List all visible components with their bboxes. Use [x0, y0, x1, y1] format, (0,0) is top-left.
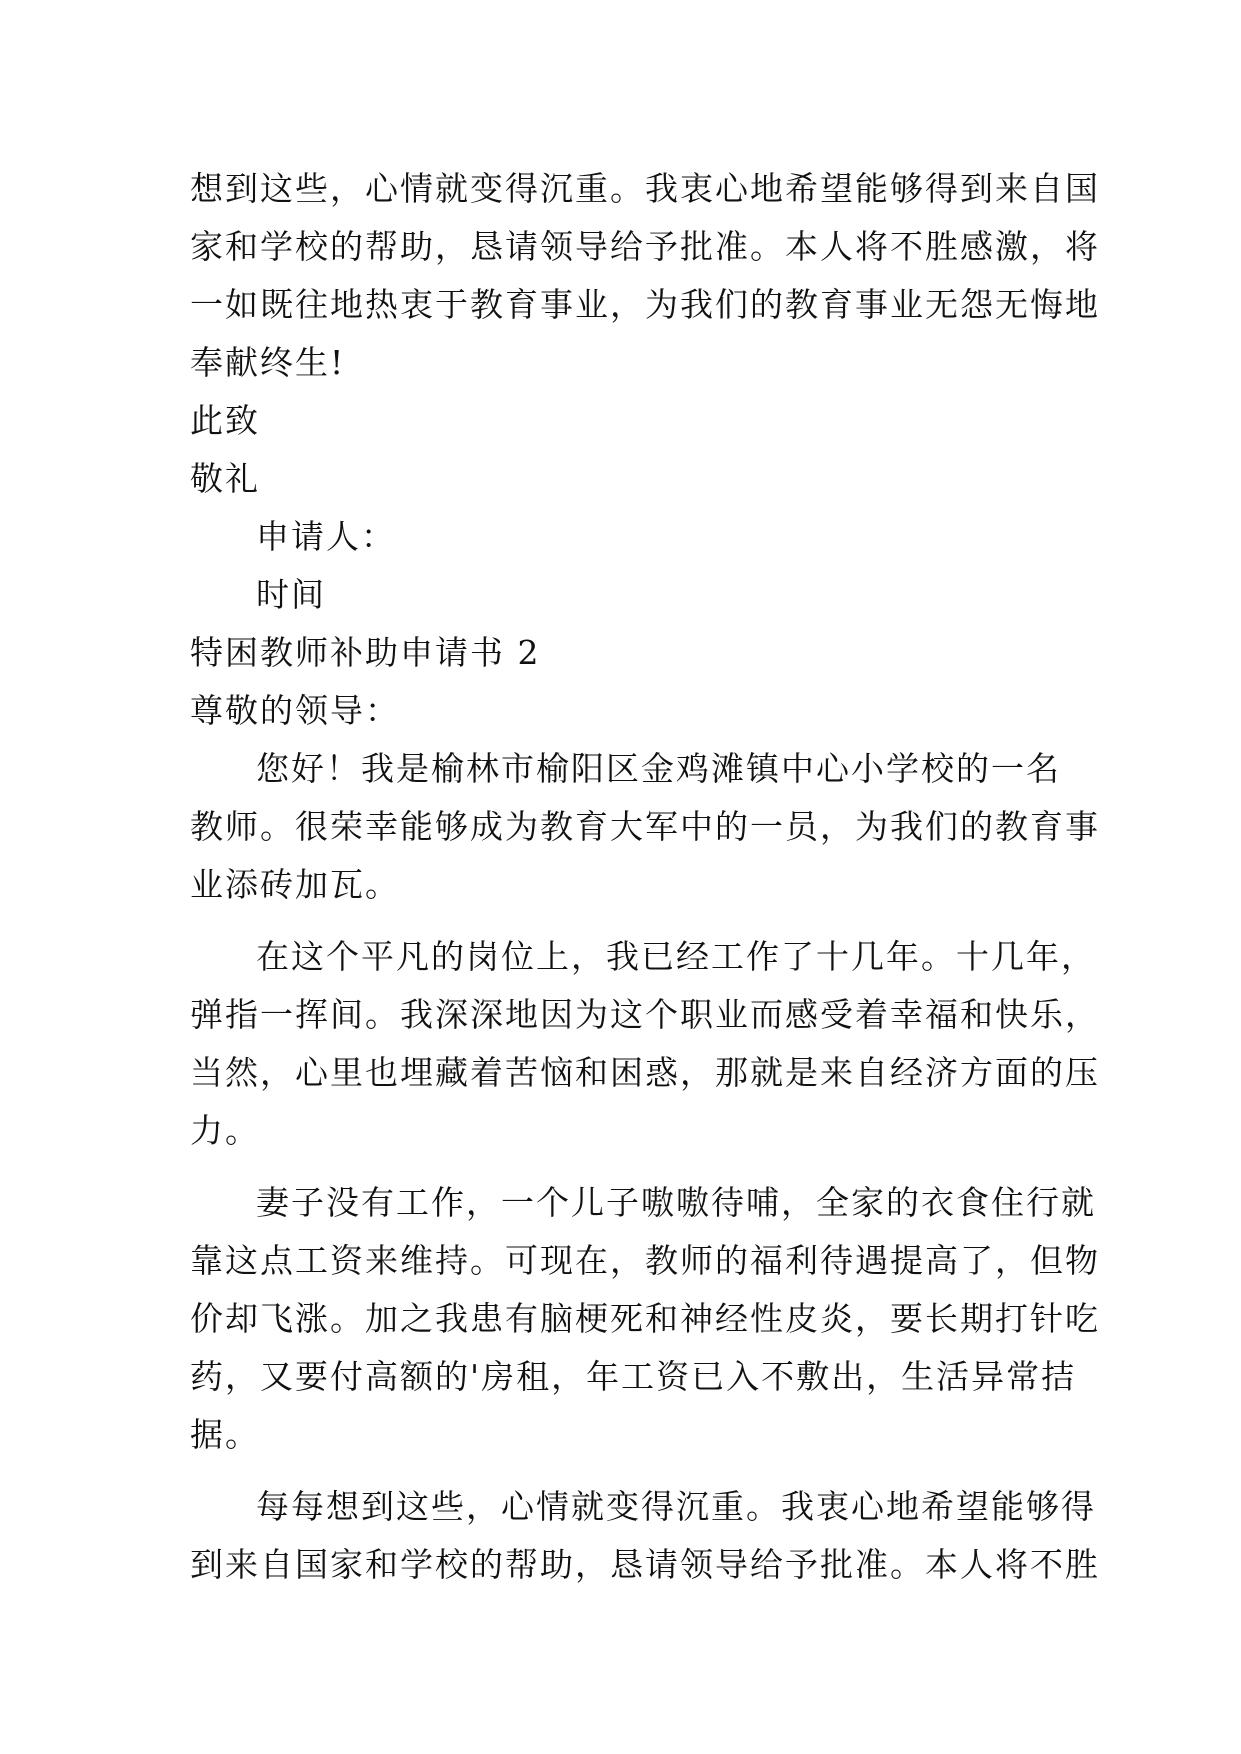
time-label: 时间 [256, 575, 326, 614]
text-line: 家和学校的帮助，恳请领导给予批准。本人将不胜感激，将 [190, 227, 1100, 266]
text-line: 妻子没有工作，一个儿子嗷嗷待哺，全家的衣食住行就 [256, 1183, 1096, 1222]
text-line: 每每想到这些，心情就变得沉重。我衷心地希望能够得 [256, 1487, 1096, 1526]
document-body [190, 160, 1100, 1594]
text-line: 当然，心里也埋藏着苦恼和困惑，那就是来自经济方面的压 [190, 1053, 1100, 1092]
applicant-label: 申请人： [256, 517, 396, 556]
text-line: 奉献终生! [190, 343, 346, 382]
paragraph-work [190, 928, 1100, 1160]
paragraph-greeting [190, 740, 1100, 914]
text-line: 据。 [190, 1415, 260, 1454]
text-line: 您好！我是榆林市榆阳区金鸡滩镇中心小学校的一名 [256, 749, 1061, 788]
paragraph-request [190, 1478, 1100, 1594]
salutation: 尊敬的领导： [190, 691, 400, 730]
text-line: 想到这些，心情就变得沉重。我衷心地希望能够得到来自国 [190, 169, 1100, 208]
text-line: 教师。很荣幸能够成为教育大军中的一员，为我们的教育事 [190, 807, 1100, 846]
closing-regards: 敬礼 [190, 459, 260, 498]
text-line: 到来自国家和学校的帮助，恳请领导给予批准。本人将不胜 [190, 1545, 1100, 1584]
text-line: 一如既往地热衷于教育事业，为我们的教育事业无怨无悔地 [190, 285, 1100, 324]
text-line: 业添砖加瓦。 [190, 865, 400, 904]
text-line: 靠这点工资来维持。可现在，教师的福利待遇提高了，但物 [190, 1241, 1100, 1280]
text-line: 弹指一挥间。我深深地因为这个职业而感受着幸福和快乐， [190, 995, 1100, 1034]
continued-paragraph [190, 160, 1100, 392]
text-line: 药，又要付高额的'房租，年工资已入不敷出，生活异常拮 [190, 1357, 1077, 1396]
section-title: 特困教师补助申请书 2 [190, 633, 541, 672]
text-line: 在这个平凡的岗位上，我已经工作了十几年。十几年， [256, 937, 1096, 976]
paragraph-family [190, 1174, 1100, 1464]
text-line: 价却飞涨。加之我患有脑梗死和神经性皮炎，要长期打针吃 [190, 1299, 1100, 1338]
text-line: 力。 [190, 1111, 260, 1150]
closing-line: 此致 [190, 401, 260, 440]
